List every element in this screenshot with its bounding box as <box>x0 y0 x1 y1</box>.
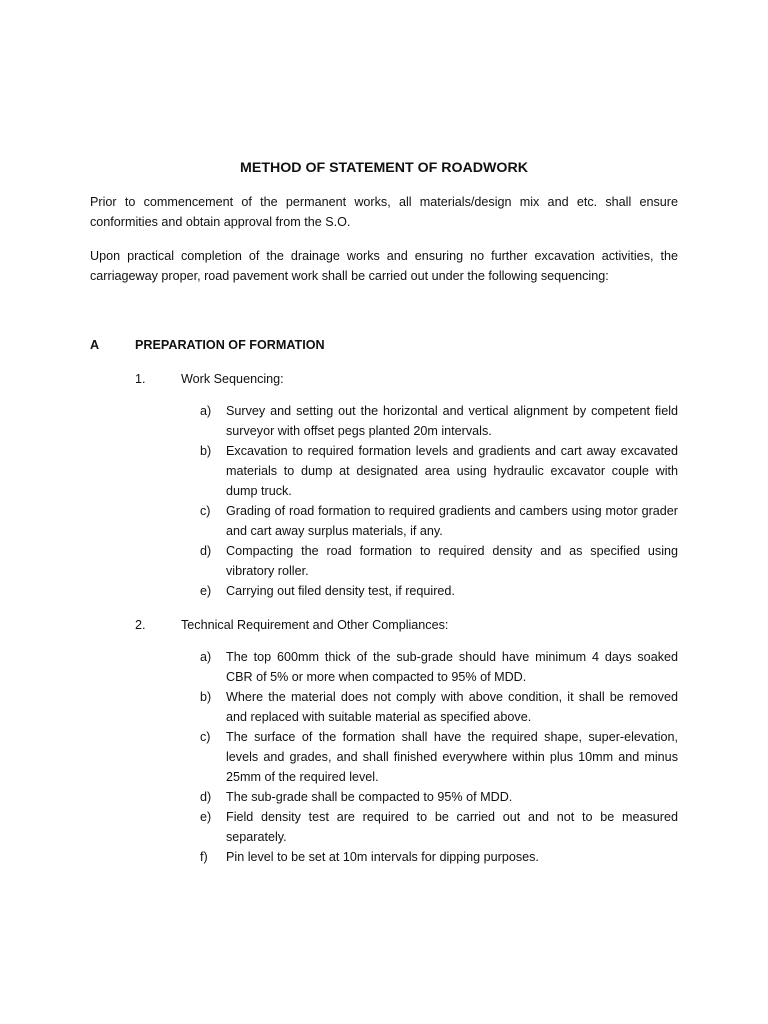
list-marker: b) <box>200 444 212 458</box>
list-item <box>200 727 678 787</box>
list-item-text: The surface of the formation shall have the required shape, super-elevation, levels and grades, and shall finished everywhere within plus 10mm and minus 25mm of the required level. <box>226 730 678 784</box>
list-item <box>200 581 678 601</box>
list-item-text: Field density test are required to be carried out and not to be measured separately. <box>226 810 678 844</box>
list-item <box>200 847 678 867</box>
list-item <box>200 441 678 501</box>
document-title: METHOD OF STATEMENT OF ROADWORK <box>240 160 528 176</box>
list-item-text: Carrying out filed density test, if required. <box>226 584 455 598</box>
list-item <box>200 541 678 581</box>
list-marker: e) <box>200 584 212 598</box>
subsection-1-title: Work Sequencing: <box>181 372 284 386</box>
list-item <box>200 687 678 727</box>
list-item-text: The sub-grade shall be compacted to 95% of MDD. <box>226 790 513 804</box>
list-item <box>200 501 678 541</box>
section-title: PREPARATION OF FORMATION <box>135 338 325 352</box>
list-item <box>200 787 678 807</box>
list-marker: a) <box>200 650 212 664</box>
list-item-text: Survey and setting out the horizontal and vertical alignment by competent field surveyor with offset pegs planted 20m intervals. <box>226 404 678 438</box>
list-item <box>200 807 678 847</box>
list-marker: f) <box>200 850 208 864</box>
list-marker: b) <box>200 690 212 704</box>
list-marker: e) <box>200 810 212 824</box>
list-marker: d) <box>200 544 212 558</box>
technical-requirements-list <box>200 647 678 867</box>
list-item <box>200 647 678 687</box>
list-item-text: The top 600mm thick of the sub-grade should have minimum 4 days soaked CBR of 5% or more when compacted to 95% of MDD. <box>226 650 678 684</box>
list-marker: c) <box>200 730 211 744</box>
list-item-text: Where the material does not comply with above condition, it shall be removed and replaced with suitable material as specified above. <box>226 690 678 724</box>
subsection-2-title: Technical Requirement and Other Compliances: <box>181 618 449 632</box>
list-item-text: Excavation to required formation levels and gradients and cart away excavated materials to dump at designated area using hydraulic excavator couple with dump truck. <box>226 444 678 498</box>
intro-paragraph-2: Upon practical completion of the drainage works and ensuring no further excavation activities, the carriageway proper, road pavement work shall be carried out under the following sequencing: <box>90 249 678 283</box>
intro-paragraph-1: Prior to commencement of the permanent works, all materials/design mix and etc. shall ensure conformities and obtain approval from the S.O. <box>90 195 678 229</box>
list-item <box>200 401 678 441</box>
list-item-text: Pin level to be set at 10m intervals for dipping purposes. <box>226 850 539 864</box>
subsection-2-number: 2. <box>135 618 146 632</box>
list-item-text: Compacting the road formation to required density and as specified using vibratory roller. <box>226 544 678 578</box>
list-marker: c) <box>200 504 211 518</box>
list-item-text: Grading of road formation to required gradients and cambers using motor grader and cart away surplus materials, if any. <box>226 504 678 538</box>
list-marker: d) <box>200 790 212 804</box>
subsection-1-number: 1. <box>135 372 146 386</box>
section-letter: A <box>90 338 100 352</box>
list-marker: a) <box>200 404 212 418</box>
work-sequencing-list <box>200 401 678 601</box>
